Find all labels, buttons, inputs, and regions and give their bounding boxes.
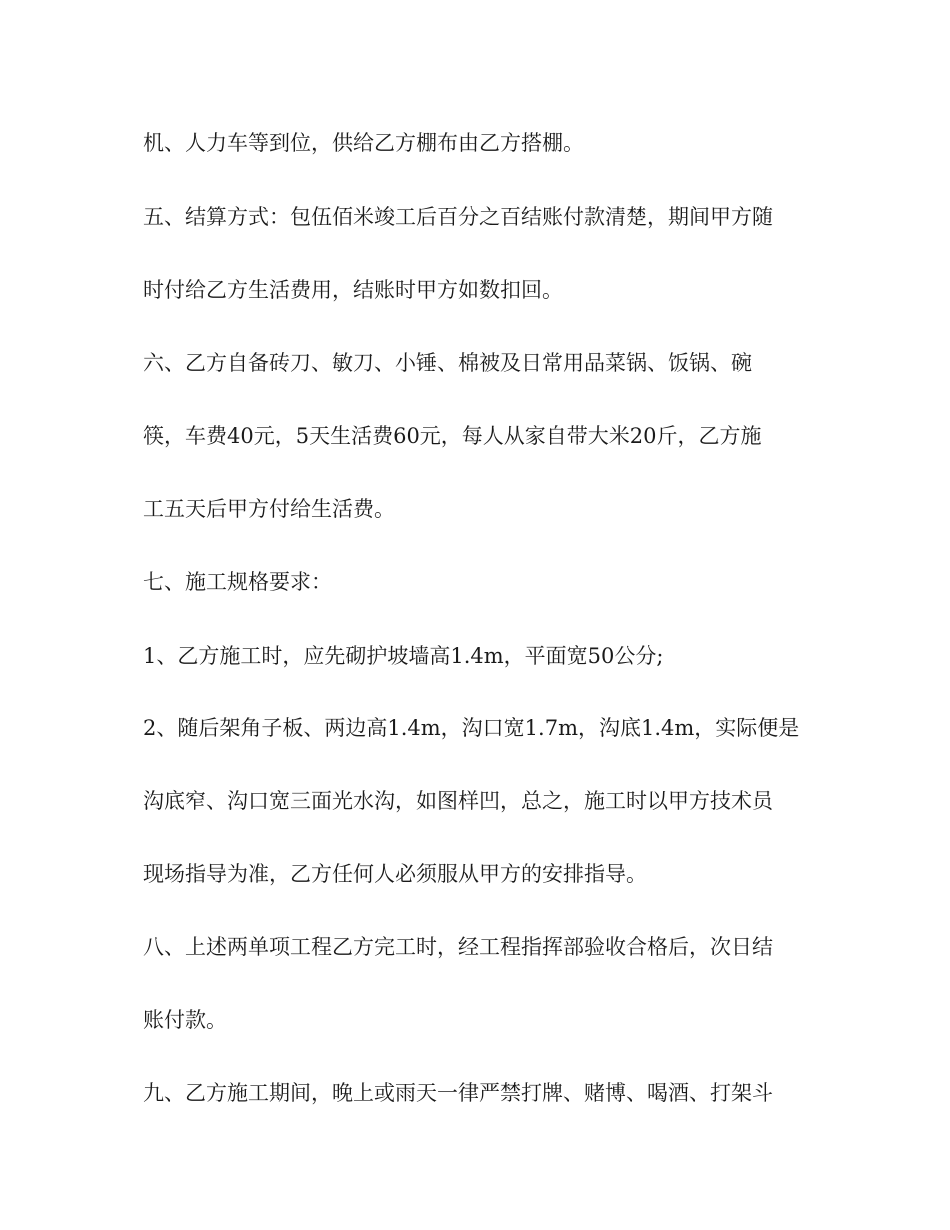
text-line: 九、乙方施工期间，晚上或雨天一律严禁打牌、赌博、喝酒、打架斗 [143,1081,773,1105]
text-line: 1、乙方施工时，应先砌护坡墙高1.4m，平面宽50公分; [143,644,664,668]
text-line: 五、结算方式：包伍佰米竣工后百分之百结账付款清楚，期间甲方随 [143,205,773,229]
text-line: 七、施工规格要求： [143,570,332,594]
text-line: 现场指导为准，乙方任何人必须服从甲方的安排指导。 [143,862,647,886]
text-line: 时付给乙方生活费用，结账时甲方如数扣回。 [143,278,563,302]
text-line: 筷，车费40元，5天生活费60元，每人从家自带大米20斤，乙方施 [143,424,762,448]
text-line: 沟底窄、沟口宽三面光水沟，如图样凹，总之，施工时以甲方技术员 [143,789,773,813]
text-line: 2、随后架角子板、两边高1.4m，沟口宽1.7m，沟底1.4m，实际便是 [143,716,800,740]
text-line: 六、乙方自备砖刀、敏刀、小锤、棉被及日常用品菜锅、饭锅、碗 [143,351,752,375]
text-line: 八、上述两单项工程乙方完工时，经工程指挥部验收合格后，次日结 [143,935,773,959]
text-line: 机、人力车等到位，供给乙方棚布由乙方搭棚。 [143,131,584,155]
text-line: 工五天后甲方付给生活费。 [143,497,395,521]
text-line: 账付款。 [143,1008,227,1032]
